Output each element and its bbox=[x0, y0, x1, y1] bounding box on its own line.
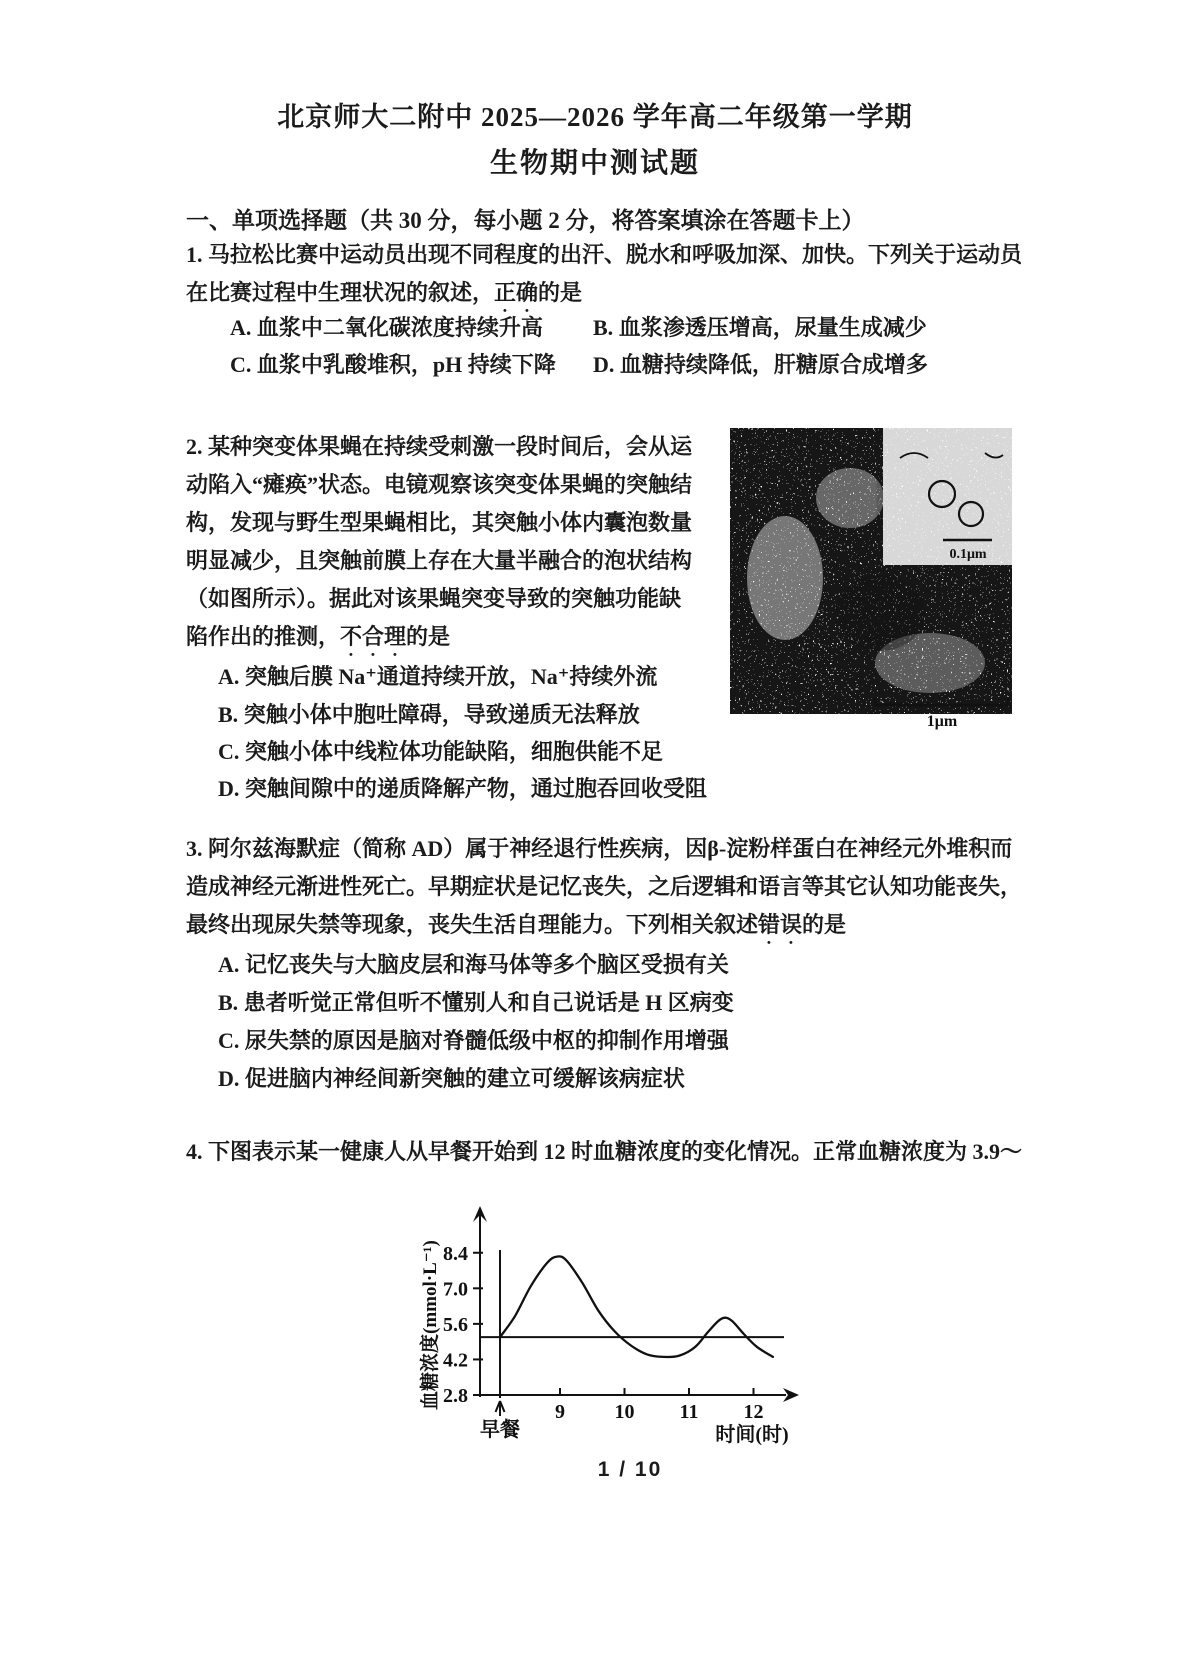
q3-stem-line2: 造成神经元渐进性死亡。早期症状是记忆丧失，之后逻辑和语言等其它认知功能丧失， bbox=[186, 874, 1023, 899]
y-axis-label: 血糖浓度(mmol·L⁻¹) bbox=[420, 1240, 441, 1410]
q4-stem: 4. 下图表示某一健康人从早餐开始到 12 时血糖浓度的变化情况。正常血糖浓度为 3.9～ bbox=[186, 1139, 1023, 1164]
q2-option-a: A. 突触后膜 Na⁺通道持续开放，Na⁺持续外流 bbox=[218, 664, 658, 689]
blood-glucose-chart bbox=[410, 1205, 810, 1470]
q2-stem-line1: 2. 某种突变体果蝇在持续受刺激一段时间后，会从运 bbox=[186, 434, 693, 459]
q2-stem-line2: 动陷入“瘫痪”状态。电镜观察该突变体果蝇的突触结 bbox=[186, 472, 693, 497]
q2-stem-line6: 陷作出的推测，不合理的是 bbox=[186, 624, 451, 649]
q2-option-c: C. 突触小体中线粒体功能缺陷，细胞供能不足 bbox=[218, 739, 663, 764]
x-tick-label: 12 bbox=[743, 1401, 764, 1423]
q3-option-a: A. 记忆丧失与大脑皮层和海马体等多个脑区受损有关 bbox=[218, 952, 729, 977]
y-tick-label: 7.0 bbox=[443, 1278, 468, 1301]
q3-stem-emphasis: 错误 bbox=[758, 912, 803, 937]
q3-option-b: B. 患者听觉正常但听不懂别人和自己说话是 H 区病变 bbox=[218, 990, 734, 1015]
q2-stem-line3: 构，发现与野生型果蝇相比，其突触小体内囊泡数量 bbox=[186, 510, 693, 535]
q1-stem-line1: 1. 马拉松比赛中运动员出现不同程度的出汗、脱水和呼吸加深、加快。下列关于运动员 bbox=[186, 242, 1023, 267]
q2-electron-micrograph bbox=[730, 428, 1012, 743]
x-axis-label: 时间(时) bbox=[715, 1424, 789, 1446]
x-tick-label: 9 bbox=[555, 1401, 565, 1423]
q2-stem-line5: （如图所示）。据此对该果蝇突变导致的突触功能缺 bbox=[186, 586, 682, 611]
q2-option-b: B. 突触小体中胞吐障碍，导致递质无法释放 bbox=[218, 702, 640, 727]
breakfast-label: 早餐 bbox=[480, 1419, 521, 1441]
q3-option-d: D. 促进脑内神经间新突触的建立可缓解该病症状 bbox=[218, 1066, 685, 1091]
q1-stem-line2-pre: 在比赛过程中生理状况的叙述， bbox=[186, 280, 495, 305]
page-number: 1 / 10 bbox=[597, 1458, 663, 1481]
q1-stem-emphasis: 正确 bbox=[494, 280, 539, 305]
q2-stem-emphasis: 不合理 bbox=[340, 624, 407, 649]
q2-option-d: D. 突触间隙中的递质降解产物，通过胞吞回收受阻 bbox=[218, 776, 707, 801]
q1-option-d: D. 血糖持续降低，肝糖原合成增多 bbox=[593, 352, 928, 377]
y-tick-label: 4.2 bbox=[443, 1349, 468, 1372]
x-tick-label: 11 bbox=[679, 1401, 699, 1423]
y-tick-label: 8.4 bbox=[443, 1242, 468, 1265]
em-inset-scale-label: 0.1μm bbox=[949, 547, 987, 562]
q3-stem-line3: 最终出现尿失禁等现象，丧失生活自理能力。下列相关叙述错误的是 bbox=[186, 912, 847, 937]
em-noise-image bbox=[730, 428, 1012, 738]
section-heading: 一、单项选择题（共 30 分，每小题 2 分，将答案填涂在答题卡上） bbox=[186, 208, 865, 233]
q1-option-b: B. 血浆渗透压增高，尿量生成减少 bbox=[593, 315, 927, 340]
y-tick-label: 5.6 bbox=[443, 1313, 468, 1336]
glucose-curve bbox=[500, 1256, 773, 1357]
exam-subtitle: 生物期中测试题 bbox=[489, 148, 700, 179]
q1-option-a: A. 血浆中二氧化碳浓度持续升高 bbox=[230, 315, 543, 340]
q1-stem-line2-post: 的是 bbox=[538, 280, 583, 305]
q3-stem-line1: 3. 阿尔兹海默症（简称 AD）属于神经退行性疾病，因β-淀粉样蛋白在神经元外堆积而 bbox=[186, 836, 1013, 861]
em-scale-bar-label: 1μm bbox=[926, 713, 958, 730]
q2-stem-line4: 明显减少，且突触前膜上存在大量半融合的泡状结构 bbox=[186, 548, 693, 573]
q3-option-c: C. 尿失禁的原因是脑对脊髓低级中枢的抑制作用增强 bbox=[218, 1028, 729, 1053]
q1-option-c: C. 血浆中乳酸堆积，pH 持续下降 bbox=[230, 352, 556, 377]
exam-title: 北京师大二附中 2025—2026 学年高二年级第一学期 bbox=[277, 102, 913, 132]
em-inset bbox=[883, 428, 1012, 565]
x-tick-label: 10 bbox=[614, 1401, 635, 1423]
y-tick-label: 2.8 bbox=[443, 1385, 468, 1407]
breakfast-arrow bbox=[496, 1401, 505, 1416]
